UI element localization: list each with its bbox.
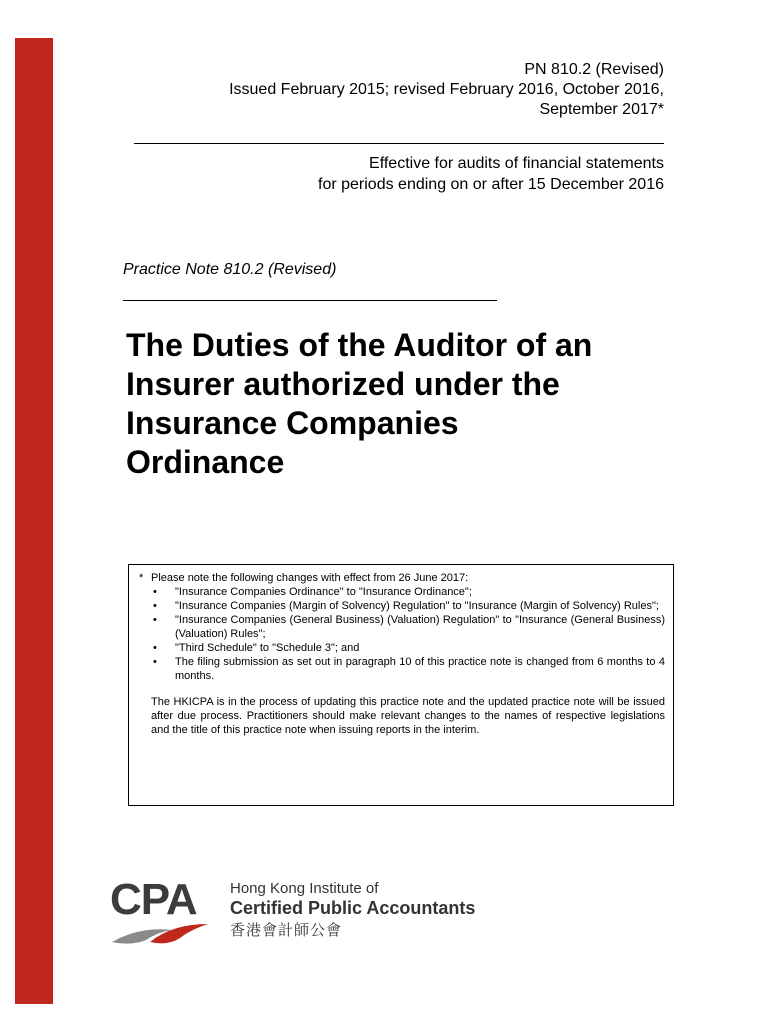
list-item: • "Insurance Companies (Margin of Solvency) Regulation" to "Insurance (Margin of Solvency) Rules"; xyxy=(153,600,659,612)
change-notice-box xyxy=(128,564,674,806)
notice-intro-text: Please note the following changes with effect from 26 June 2017: xyxy=(151,572,469,584)
logo-chinese-name: 香港會計師公會 xyxy=(230,922,343,939)
document-title xyxy=(126,326,686,482)
list-item: • "Insurance Companies Ordinance" to "Insurance Ordinance"; xyxy=(153,586,472,598)
issued-line-2: September 2017* xyxy=(539,101,664,118)
change-list xyxy=(139,585,665,683)
list-item: • "Insurance Companies (General Business) (Valuation) Regulation" to "Insurance (General Business) (Valuation) Rules"; xyxy=(153,614,665,640)
title-line: The Duties of the Auditor of an xyxy=(126,327,593,363)
practice-note-label: Practice Note 810.2 (Revised) xyxy=(123,261,337,278)
label-underline xyxy=(123,300,497,301)
effective-date-block xyxy=(318,153,664,195)
document-header xyxy=(229,60,664,120)
title-line: Ordinance xyxy=(126,444,285,480)
bullet-icon: • xyxy=(153,642,157,654)
list-item: • The filing submission as set out in paragraph 10 of this practice note is changed from 6 months to 4 months. xyxy=(153,656,665,682)
side-color-bar xyxy=(15,38,53,1004)
logo-mark-text: CPA xyxy=(110,875,197,924)
list-item: • "Third Schedule" to "Schedule 3"; and xyxy=(153,642,360,654)
asterisk-marker: * xyxy=(139,572,144,584)
notice-intro xyxy=(139,571,665,585)
effective-line-2: for periods ending on or after 15 December 2016 xyxy=(318,176,664,193)
logo-name-line-1: Hong Kong Institute of xyxy=(230,880,379,897)
bullet-icon: • xyxy=(153,614,157,626)
bullet-icon: • xyxy=(153,586,157,598)
notice-paragraph: The HKICPA is in the process of updating this practice note and the updated practice note will be issued after due process. Practitioners should make relevant changes to the names of respective legislations and the title of this practice note when issuing reports in the interim. xyxy=(151,696,665,736)
bullet-icon: • xyxy=(153,600,157,612)
pn-number: PN 810.2 (Revised) xyxy=(524,61,664,78)
title-line: Insurer authorized under the xyxy=(126,366,560,402)
logo-swoosh-icon xyxy=(110,920,210,950)
effective-line-1: Effective for audits of financial statements xyxy=(369,155,664,172)
bullet-icon: • xyxy=(153,656,157,668)
hkicpa-logo xyxy=(110,875,530,958)
header-divider xyxy=(134,143,664,144)
issued-line: Issued February 2015; revised February 2016, October 2016, xyxy=(229,81,664,98)
logo-name-line-2: Certified Public Accountants xyxy=(230,898,476,918)
title-line: Insurance Companies xyxy=(126,405,459,441)
